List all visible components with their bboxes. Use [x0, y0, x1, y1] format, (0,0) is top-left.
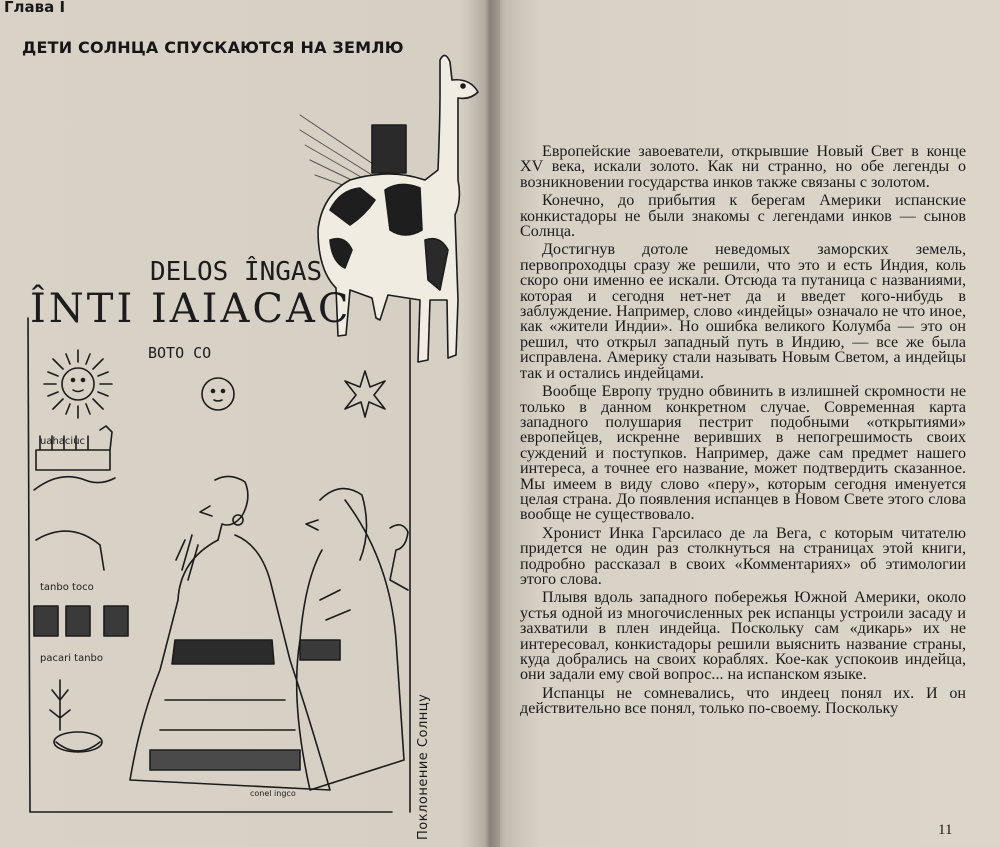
star-icon [345, 371, 385, 417]
paragraph: Плывя вдоль западного побережья Южной Америки, около устья одной из многочисленных рек испанцы устроили засаду и захватили в плен индейца. Поскольку сам «дикарь» их не интересовал, конкистадоры решили выяснить название страны, куда добрались на своих кораблях. Кое-как успокоив индейца, они задали ему свой вопрос... на испанском языке. [520, 589, 966, 684]
body-text [520, 144, 966, 720]
inca-sun-worship-illustration [0, 40, 488, 847]
moon-icon [202, 378, 234, 410]
left-page [0, 0, 488, 847]
paragraph: Европейские завоеватели, открывшие Новый Свет в конце XV века, искали золото. Как ни странно, но обе легенды о возникновении государства инков также связаны с золотом. [520, 143, 966, 191]
paragraph: Конечно, до прибытия к берегам Америки испанские конкистадоры не были знакомы с легендами инков — сынов Солнца. [520, 192, 966, 241]
illustration-caption: Поклонение Солнцу [416, 693, 431, 840]
label-tanbo-toco: tanbo toco [40, 582, 94, 593]
paragraph: Вообще Европу трудно обвинить в излишней скромности не только в данном конкретном случае. Современная карта западного полушария пестрит подобными «открытиями» европейцев, искренне веривших в непогрешимость своих суждений и поступков. Например, даже сам предмет нашего интереса, а точнее его название, может подтвердить сказанное. Мы имеем в виду слово «перу», которым сегодня именуется целая страна. До появления испанцев в Новом Свете этого слова вообще не существовало. [520, 383, 966, 524]
label-uahaciuc: uahaciuc [40, 436, 86, 447]
paragraph: Достигнув дотоле неведомых заморских земель, первопроходцы сразу же решили, что это и есть Индия, коль скоро они именно ее искали. Отсюда та путаница с названиями, которая и сегодня нет-нет да и введет кого-нибудь в заблуждение. Например, слово «индейцы» означало не что иное, как «жители Индии». Но ошибка великого Колумба — это он решил, что открыл западный путь в Индию, — все же была исправлена. Америку стали называть Новым Светом, а индейцы так и остались индейцами. [520, 241, 966, 382]
paragraph: Испанцы не сомневались, что индеец понял их. И он действительно все понял, только по-своему. Поскольку [520, 684, 966, 718]
page-number: 11 [938, 822, 953, 838]
inca-figure-woman [297, 489, 404, 790]
chapter-label: Глава I [4, 0, 66, 16]
chapter-title: ДЕТИ СОЛНЦА СПУСКАЮТСЯ НА ЗЕМЛЮ [22, 38, 404, 57]
inscription-main: ÎNTI IAIACAC [30, 286, 352, 332]
inscription-sub: BOTO CO [148, 344, 212, 362]
sun-icon [44, 350, 112, 418]
label-pacari-tanbo: pacari tanbo [40, 653, 104, 664]
right-page [494, 0, 1000, 847]
inscription-top: DELOS ÎNGAS [150, 257, 323, 287]
artist-note: conel ingco [250, 789, 296, 798]
paragraph: Хронист Инка Гарсиласо де ла Вега, с которым читателю придется не один раз столкнуться на страницах этой книги, подробно рассказал в своих «Комментариях» об этимологии этого слова. [520, 524, 966, 588]
